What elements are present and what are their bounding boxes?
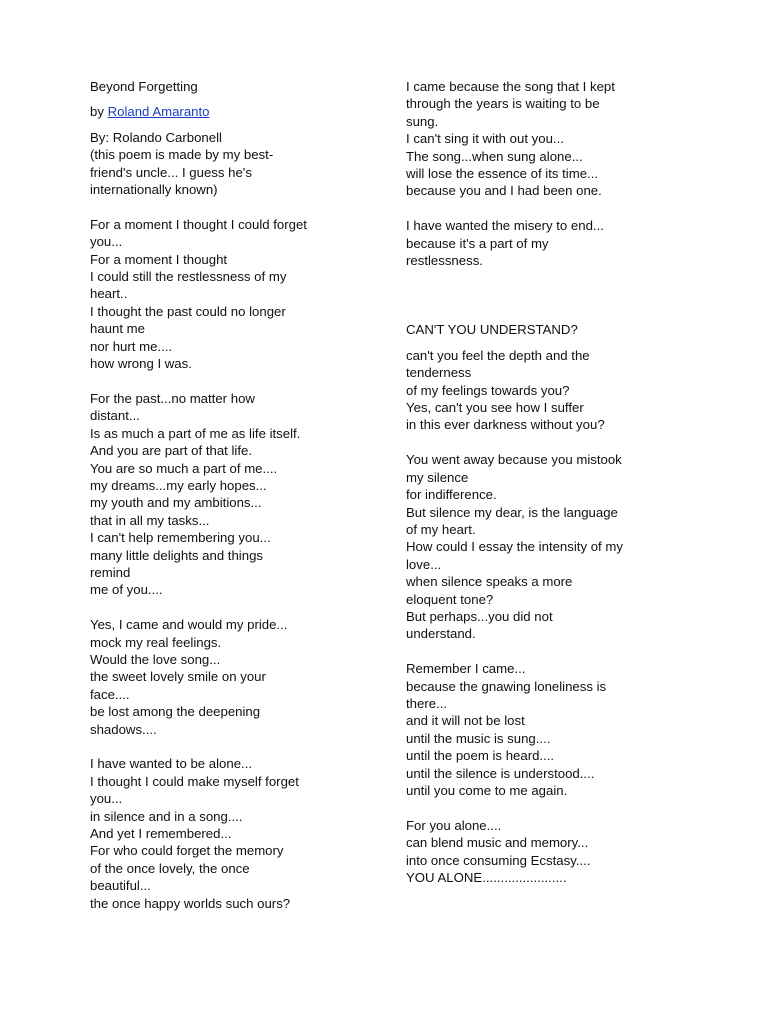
poem-line: I thought the past could no longer <box>90 303 286 319</box>
poem-line: until you come to me again. <box>406 782 568 798</box>
poem-line: Yes, can't you see how I suffer <box>406 400 584 416</box>
poem-line: can blend music and memory... <box>406 835 589 851</box>
poem-line: nor hurt me.... <box>90 338 173 354</box>
left-column <box>90 78 378 912</box>
poem-line: But silence my dear, is the language <box>406 504 618 520</box>
poem-line: me of you.... <box>90 582 163 598</box>
poem-line: because the gnawing loneliness is <box>406 678 607 694</box>
right-column <box>406 78 696 886</box>
poem-line: You went away because you mistook <box>406 452 622 468</box>
poem-line: until the silence is understood.... <box>406 765 595 781</box>
poem-line: I came because the song that I kept <box>406 79 615 94</box>
poem-line: love... <box>406 556 442 572</box>
spacer <box>90 372 378 389</box>
poem-line: how wrong I was. <box>90 356 192 372</box>
stanza <box>406 451 696 642</box>
stanza <box>406 78 696 200</box>
intro-line: (this poem is made by my best- <box>90 147 274 163</box>
poem-line: will lose the essence of its time... <box>406 166 599 182</box>
spacer <box>90 198 378 215</box>
poem-line: I can't sing it with out you... <box>406 131 564 147</box>
poem-line: in this ever darkness without you? <box>406 417 605 433</box>
poem-line: Yes, I came and would my pride... <box>90 617 288 633</box>
poem-line: Remember I came... <box>406 661 526 677</box>
poem-line: there... <box>406 695 448 711</box>
spacer <box>406 269 696 321</box>
spacer <box>90 121 378 129</box>
poem-line: the sweet lovely smile on your <box>90 669 266 685</box>
poem-line: Would the love song... <box>90 651 221 667</box>
stanza <box>406 660 696 799</box>
poem-line: my dreams...my early hopes... <box>90 477 267 493</box>
poem-line: For who could forget the memory <box>90 843 284 859</box>
poem-line: For a moment I thought I could forget <box>90 216 307 232</box>
poem-line: beautiful... <box>90 878 151 894</box>
author-link[interactable]: Roland Amaranto <box>107 104 210 120</box>
poem-line: I could still the restlessness of my <box>90 269 287 285</box>
poem-line: I have wanted to be alone... <box>90 756 253 772</box>
poem-line: in silence and in a song.... <box>90 808 243 824</box>
poem-line: remind <box>90 564 131 580</box>
stanza <box>90 216 378 373</box>
poem-line: YOU ALONE....................... <box>406 870 567 885</box>
intro-line: internationally known) <box>90 182 218 198</box>
spacer <box>406 339 696 347</box>
poem-line: How could I essay the intensity of my <box>406 539 623 555</box>
poem-line: the once happy worlds such ours? <box>90 895 291 911</box>
spacer <box>406 200 696 217</box>
poem-line: and it will not be lost <box>406 713 525 729</box>
stanza <box>406 347 696 434</box>
spacer <box>406 643 696 660</box>
poem-line: For a moment I thought <box>90 251 228 267</box>
poem-line: And you are part of that life. <box>90 443 253 459</box>
poem-line: of my feelings towards you? <box>406 382 570 398</box>
stanza <box>406 217 696 269</box>
poem-line: through the years is waiting to be <box>406 96 600 112</box>
poem-line: But perhaps...you did not <box>406 608 553 624</box>
poem-line: into once consuming Ecstasy.... <box>406 852 591 868</box>
spacer <box>90 738 378 755</box>
poem-line: I thought I could make myself forget <box>90 773 299 789</box>
stanza <box>90 755 378 912</box>
poem-line: eloquent tone? <box>406 591 494 607</box>
poem-line: my silence <box>406 469 469 485</box>
poem-line: understand. <box>406 626 476 642</box>
poem-line: can't you feel the depth and the <box>406 347 590 363</box>
poem-line: of the once lovely, the once <box>90 860 250 876</box>
poem-line: haunt me <box>90 321 145 337</box>
spacer <box>90 599 378 616</box>
poem-line: The song...when sung alone... <box>406 148 583 164</box>
poem-line: I have wanted the misery to end... <box>406 218 604 234</box>
byline <box>90 103 378 120</box>
poem-line: for indifference. <box>406 487 497 503</box>
poem-line: shadows.... <box>90 721 157 737</box>
poem-line: be lost among the deepening <box>90 704 261 720</box>
poem-line: you... <box>90 791 123 807</box>
intro-line: By: Rolando Carbonell <box>90 129 222 145</box>
stanza <box>406 817 696 887</box>
poem-line: mock my real feelings. <box>90 634 222 650</box>
poem-line: Is as much a part of me as life itself. <box>90 425 301 441</box>
poem-line: because you and I had been one. <box>406 183 602 199</box>
stanza <box>90 616 378 738</box>
poem-title: Beyond Forgetting <box>90 79 198 94</box>
section-heading: CAN'T YOU UNDERSTAND? <box>406 322 578 338</box>
poem-line: distant... <box>90 408 140 424</box>
poem-line: For the past...no matter how <box>90 390 255 406</box>
poem-line: sung. <box>406 113 439 129</box>
intro-line: friend's uncle... I guess he's <box>90 164 252 180</box>
poem-line: For you alone.... <box>406 817 502 833</box>
poem-line: You are so much a part of me.... <box>90 460 278 476</box>
spacer <box>406 434 696 451</box>
poem-line: my youth and my ambitions... <box>90 495 262 511</box>
poem-line: you... <box>90 234 123 250</box>
intro-block <box>90 129 378 199</box>
poem-line: many little delights and things <box>90 547 264 563</box>
poem-line: when silence speaks a more <box>406 574 573 590</box>
poem-line: until the music is sung.... <box>406 730 551 746</box>
spacer <box>90 95 378 103</box>
poem-line: of my heart. <box>406 521 476 537</box>
byline-prefix: by <box>90 104 108 120</box>
poem-line: I can't help remembering you... <box>90 530 271 546</box>
poem-line: restlessness. <box>406 253 483 269</box>
poem-line: And yet I remembered... <box>90 826 232 841</box>
stanza <box>90 390 378 599</box>
poem-line: heart.. <box>90 286 128 302</box>
poem-line: because it's a part of my <box>406 235 549 251</box>
poem-line: that in all my tasks... <box>90 512 210 528</box>
poem-line: tenderness <box>406 365 472 381</box>
poem-line: face.... <box>90 686 130 702</box>
poem-line: until the poem is heard.... <box>406 748 555 764</box>
spacer <box>406 799 696 816</box>
